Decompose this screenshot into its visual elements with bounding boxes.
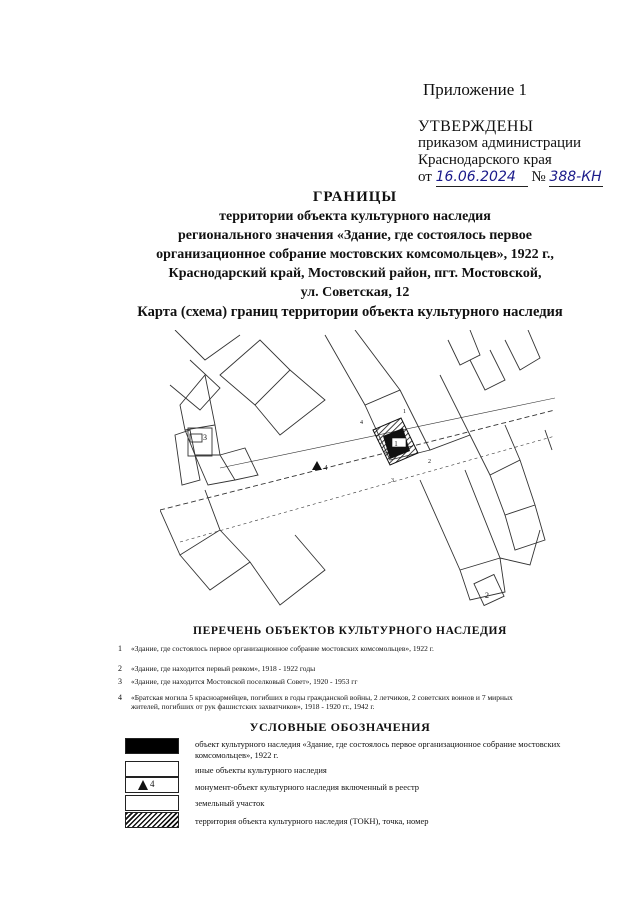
legend-triangle-box [125, 777, 179, 793]
legend-item-text: земельный участок [195, 798, 265, 808]
map-label-object-3: 3 [203, 433, 207, 442]
map-label-object-1: 1 [394, 440, 398, 448]
boundary-map [160, 330, 555, 615]
list-item-text: «Здание, где состоялось первое организационное собрание мостовских комсомольцев», 1922 г. [131, 644, 434, 653]
street-dashed-line [160, 410, 555, 510]
legend-triangle-icon [138, 780, 148, 790]
title-line-4: Краснодарский край, Мостовский район, пгт. Мостовской, [168, 266, 542, 281]
map-label-object-2: 2 [485, 591, 489, 600]
handwritten-number: 388-КН [549, 169, 602, 185]
handwritten-date: 16.06.2024 [436, 169, 528, 187]
legend-triangle-label: 4 [150, 779, 155, 789]
map-point-4: 4 [360, 420, 363, 426]
title-line-3: организационное собрание мостовских комсомольцев», 1922 г., [156, 247, 554, 262]
legend-title: УСЛОВНЫЕ ОБОЗНАЧЕНИЯ [249, 720, 431, 734]
map-point-1: 1 [403, 409, 406, 415]
legend-white-box-icon [125, 761, 179, 777]
list-item-number: 2 [118, 664, 122, 673]
title-line-2: регионального значения «Здание, где состоялось первое [178, 228, 532, 243]
title-heading: ГРАНИЦЫ [312, 189, 398, 205]
list-item-number: 1 [118, 644, 122, 653]
approved-by-order: приказом администрации [418, 135, 582, 151]
title-line-1: территории объекта культурного наследия [219, 209, 491, 224]
legend-item-text: объект культурного наследия «Здание, где состоялось первое организационное собрание мостовских комсомольцев», 1922 г. [195, 739, 561, 760]
legend-land-parcel-icon [125, 795, 179, 811]
list-item [118, 664, 538, 673]
monument-triangle-icon [312, 461, 322, 470]
list-item [118, 677, 538, 686]
document-title [90, 188, 620, 302]
list-item-number: 3 [118, 677, 122, 686]
appendix-label: Приложение 1 [423, 80, 527, 99]
date-prefix: от [418, 169, 432, 185]
parcel-object-2 [474, 574, 504, 605]
approved-heading: УТВЕРЖДЕНЫ [418, 118, 534, 135]
list-item-text: «Здание, где находится первый ревком», 1918 - 1922 годы [131, 664, 316, 673]
list-item-number: 4 [118, 693, 122, 702]
legend-item-text: территория объекта культурного наследия (ТОКН), точка, номер [195, 816, 429, 826]
title-line-5: ул. Советская, 12 [300, 285, 410, 300]
map-caption: Карта (схема) границ территории объекта культурного наследия [137, 304, 563, 320]
approved-region: Краснодарского края [418, 152, 552, 168]
map-label-object-4: 4 [324, 464, 328, 472]
legend-black-box-icon [125, 738, 179, 754]
legend-item-text: монумент-объект культурного наследия включенный в реестр [195, 782, 420, 792]
map-point-2: 2 [428, 459, 431, 465]
list-item-text: «Здание, где находится Мостовской поселковый Совет», 1920 - 1953 гг [131, 677, 358, 686]
legend-item-text: иные объекты культурного наследия [195, 765, 327, 775]
objects-list-title: ПЕРЕЧЕНЬ ОБЪЕКТОВ КУЛЬТУРНОГО НАСЛЕДИЯ [193, 625, 507, 637]
list-item [118, 693, 538, 711]
number-sign: № [531, 169, 546, 185]
approval-block [418, 118, 603, 187]
approval-date-line [418, 169, 603, 187]
legend-hatched-box-icon [125, 812, 179, 828]
map-point-3: 3 [391, 478, 394, 484]
list-item [118, 644, 538, 653]
list-item-text: «Братская могила 5 красноармейцев, погибших в годы гражданской войны, 2 летчиков, 2 советских воинов и 7 мирных жителей, погибших от рук фашистских захватчиков», 1918 - 1920 гг., 1942 г. [131, 693, 513, 711]
